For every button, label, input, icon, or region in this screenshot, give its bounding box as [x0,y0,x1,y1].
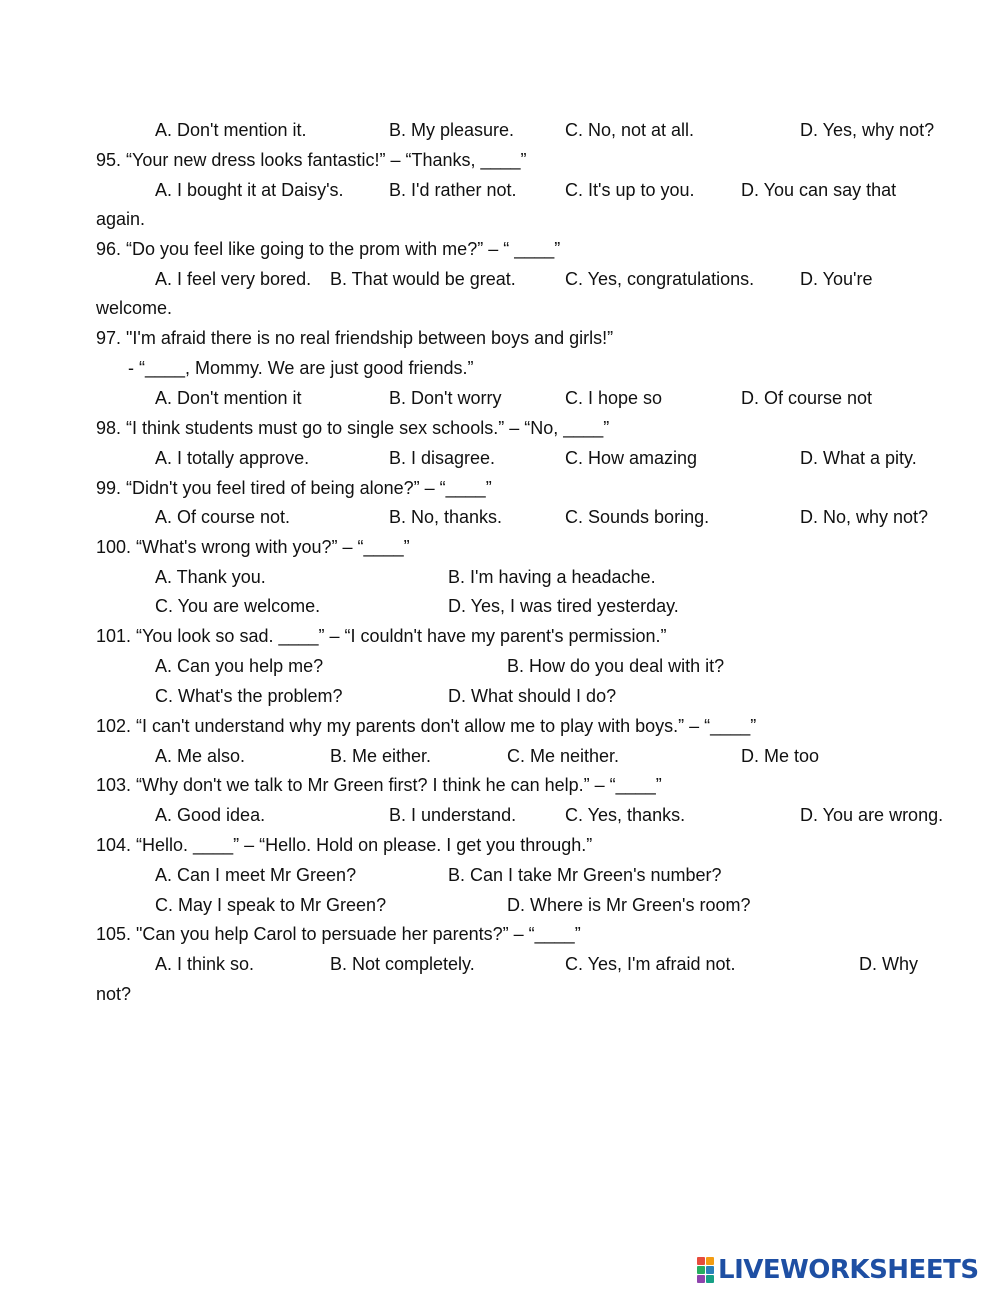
options-row [0,860,1000,890]
question-text: 95. “Your new dress looks fantastic!” – “Thanks, ____” [96,150,527,170]
question-line [0,234,1000,264]
answer-option: A. Don't mention it. [155,120,307,140]
answer-option: A. Me also. [155,746,246,766]
question-text: welcome. [96,298,173,318]
answer-option: B. I understand. [389,805,517,825]
answer-option: A. I think so. [155,954,255,974]
logo-blocks-icon [697,1257,714,1283]
question-text: 98. “I think students must go to single sex schools.” – “No, ____” [96,418,610,438]
question-text: 104. “Hello. ____” – “Hello. Hold on please. I get you through.” [96,835,593,855]
answer-option: C. I hope so [565,388,663,408]
options-row [0,681,1000,711]
answer-option: D. Yes, why not? [800,120,935,140]
options-row [0,562,1000,592]
answer-option: D. Yes, I was tired yesterday. [448,596,679,616]
answer-option: D. Where is Mr Green's room? [507,895,751,915]
options-row [0,264,1000,294]
question-text: 97. "I'm afraid there is no real friendship between boys and girls!” [96,328,614,348]
question-line [0,145,1000,175]
answer-option: D. You're [800,269,873,289]
answer-option: B. That would be great. [330,269,516,289]
answer-option: A. Can I meet Mr Green? [155,865,357,885]
answer-option: C. Yes, thanks. [565,805,686,825]
answer-option: D. No, why not? [800,507,929,527]
answer-option: A. Don't mention it [155,388,302,408]
question-line [0,293,1000,323]
answer-option: A. Thank you. [155,567,266,587]
question-line [0,204,1000,234]
answer-option: C. Me neither. [507,746,620,766]
question-line [0,532,1000,562]
answer-option: D. You are wrong. [800,805,944,825]
answer-option: C. Sounds boring. [565,507,710,527]
options-row [0,175,1000,205]
answer-option: C. May I speak to Mr Green? [155,895,387,915]
question-line [0,621,1000,651]
question-line [0,919,1000,949]
answer-option: D. You can say that [741,180,897,200]
answer-option: B. I'm having a headache. [448,567,656,587]
brand-text: LIVEWORKSHEETS [718,1255,979,1285]
answer-option: C. It's up to you. [565,180,695,200]
answer-option: B. I disagree. [389,448,496,468]
options-row [0,800,1000,830]
options-row [0,115,1000,145]
question-text: 99. “Didn't you feel tired of being alone?” – “____” [96,478,492,498]
question-text: 96. “Do you feel like going to the prom with me?” – “ ____” [96,239,561,259]
answer-option: A. I totally approve. [155,448,310,468]
answer-option: D. What a pity. [800,448,917,468]
options-row [0,949,1000,979]
question-line [0,770,1000,800]
answer-option: B. No, thanks. [389,507,503,527]
options-row [0,502,1000,532]
answer-option: A. Can you help me? [155,656,324,676]
question-text: 101. “You look so sad. ____” – “I couldn't have my parent's permission.” [96,626,667,646]
question-line [0,413,1000,443]
answer-option: B. Don't worry [389,388,502,408]
answer-option: A. I bought it at Daisy's. [155,180,344,200]
options-row [0,443,1000,473]
answer-option: C. Yes, congratulations. [565,269,755,289]
liveworksheets-logo [697,1253,997,1287]
answer-option: B. My pleasure. [389,120,515,140]
question-text: 102. “I can't understand why my parents don't allow me to play with boys.” – “____” [96,716,757,736]
answer-option: B. Can I take Mr Green's number? [448,865,722,885]
question-line [0,323,1000,353]
answer-option: B. How do you deal with it? [507,656,725,676]
answer-option: B. Me either. [330,746,432,766]
question-text: not? [96,984,132,1004]
options-row [0,741,1000,771]
question-line [0,711,1000,741]
question-line [0,353,1000,383]
answer-option: B. I'd rather not. [389,180,517,200]
question-line [0,979,1000,1009]
answer-option: A. Good idea. [155,805,266,825]
answer-option: C. How amazing [565,448,698,468]
options-row [0,383,1000,413]
answer-option: C. No, not at all. [565,120,695,140]
answer-option: C. You are welcome. [155,596,321,616]
answer-option: B. Not completely. [330,954,475,974]
question-line [0,830,1000,860]
question-text: 100. “What's wrong with you?” – “____” [96,537,410,557]
options-row [0,591,1000,621]
question-text: again. [96,209,146,229]
question-text: - “____, Mommy. We are just good friends.” [128,358,474,378]
options-row [0,651,1000,681]
options-row [0,890,1000,920]
answer-option: A. Of course not. [155,507,291,527]
answer-option: D. Why [859,954,919,974]
answer-option: D. Of course not [741,388,873,408]
question-text: 103. “Why don't we talk to Mr Green first? I think he can help.” – “____” [96,775,662,795]
answer-option: A. I feel very bored. [155,269,312,289]
question-text: 105. "Can you help Carol to persuade her parents?” – “____” [96,924,581,944]
question-line [0,473,1000,503]
answer-option: D. Me too [741,746,820,766]
answer-option: D. What should I do? [448,686,617,706]
answer-option: C. Yes, I'm afraid not. [565,954,736,974]
answer-option: C. What's the problem? [155,686,343,706]
